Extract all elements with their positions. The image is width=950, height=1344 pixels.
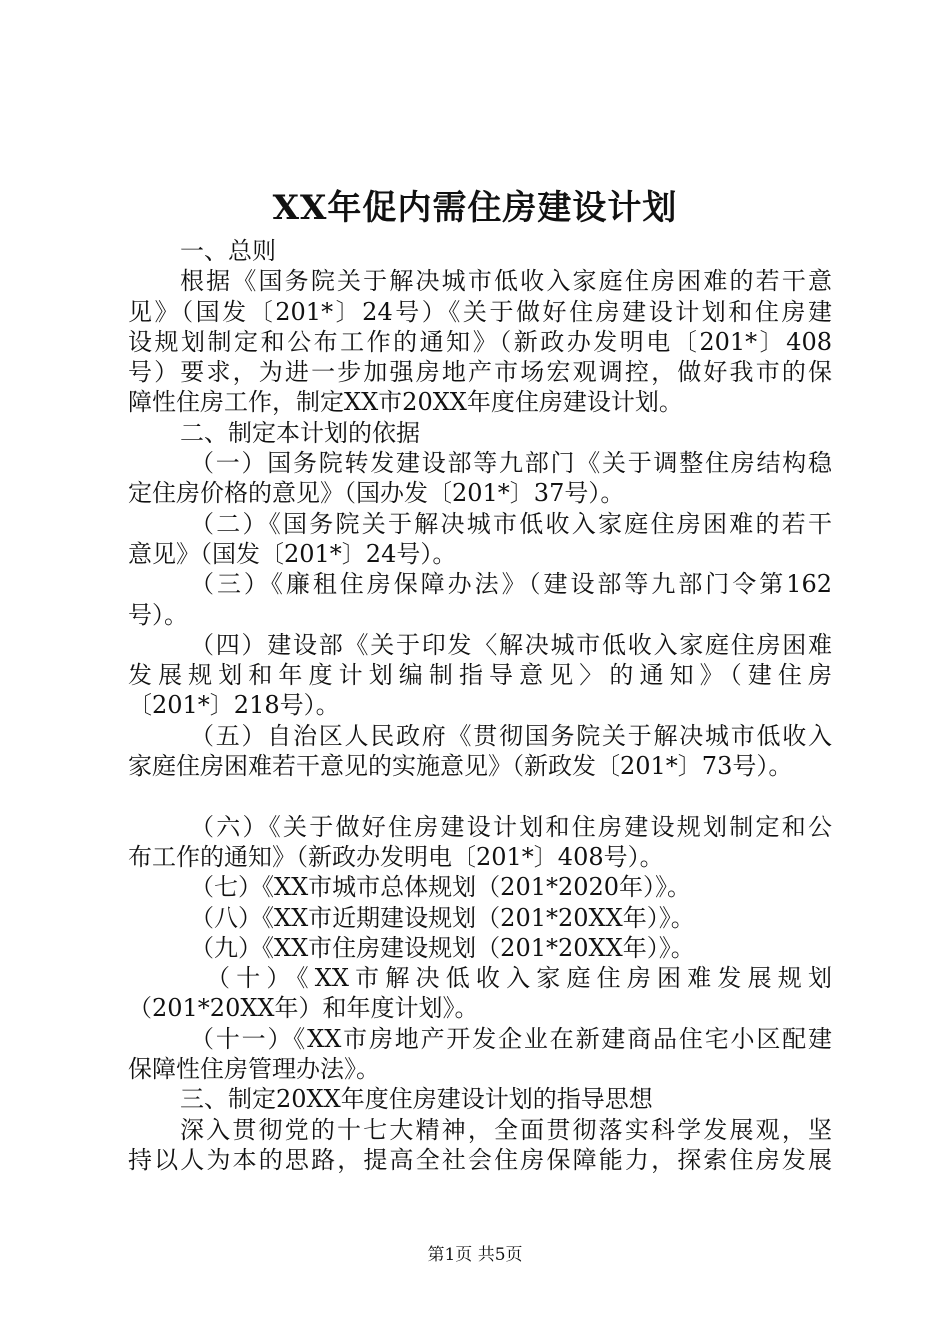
list-item-line: （一）国务院转发建设部等九部门《关于调整住房结构稳 — [190, 449, 832, 478]
list-item-line: 保障性住房管理办法》。 — [128, 1055, 380, 1084]
list-item-line: 意见》（国发〔201*〕24号）。 — [128, 539, 457, 568]
list-item-line: （四）建设部《关于印发〈解决城市低收入家庭住房困难 — [190, 630, 832, 659]
paragraph-line: 见》（国发〔201*〕24号）《关于做好住房建设计划和住房建 — [128, 297, 832, 326]
list-item-line: 布工作的通知》（新政办发明电〔201*〕408号）。 — [128, 842, 664, 871]
list-item-line: 发展规划和年度计划编制指导意见〉的通知》（建住房 — [128, 661, 832, 690]
list-item-line: （三）《廉租住房保障办法》（建设部等九部门令第162 — [190, 570, 832, 599]
page-footer: 第1页 共5页 — [427, 1245, 523, 1265]
blank-line — [128, 781, 832, 811]
list-item-line: 号）。 — [128, 600, 188, 629]
paragraph-line: 号）要求，为进一步加强房地产市场宏观调控，做好我市的保 — [128, 358, 832, 387]
list-item-line: （八）《XX市近期建设规划（201*20XX年）》。 — [190, 903, 695, 932]
list-item-line: （九）《XX市住房建设规划（201*20XX年）》。 — [190, 933, 695, 962]
list-item-line: （六）《关于做好住房建设计划和住房建设规划制定和公 — [190, 812, 832, 841]
list-item-line: （201*20XX年）和年度计划》。 — [128, 994, 479, 1023]
list-item-line: （十一）《XX市房地产开发企业在新建商品住宅小区配建 — [190, 1024, 832, 1053]
paragraph-line: 根据《国务院关于解决城市低收入家庭住房困难的若干意 — [180, 267, 832, 296]
list-item-line: （十）《XX市解决低收入家庭住房困难发展规划 — [206, 964, 832, 993]
document-title: XX年促内需住房建设计划 — [272, 188, 678, 228]
paragraph-line: 深入贯彻党的十七大精神，全面贯彻落实科学发展观，坚 — [180, 1115, 832, 1144]
list-item-line: （二）《国务院关于解决城市低收入家庭住房困难的若干 — [190, 509, 832, 538]
paragraph-line: 障性住房工作，制定XX市20XX年度住房建设计划。 — [128, 388, 683, 417]
list-item-line: 〔201*〕218号）。 — [128, 691, 340, 720]
section-heading: 一、总则 — [180, 237, 276, 265]
section-heading: 二、制定本计划的依据 — [180, 418, 420, 447]
section-heading: 三、制定20XX年度住房建设计划的指导思想 — [180, 1085, 653, 1114]
document-body — [128, 236, 832, 1175]
list-item-line: （七）《XX市城市总体规划（201*2020年）》。 — [190, 873, 692, 902]
list-item-line: 定住房价格的意见》（国办发〔201*〕37号）。 — [128, 479, 625, 508]
list-item-line: （五）自治区人民政府《贯彻国务院关于解决城市低收入 — [190, 721, 832, 750]
paragraph-line: 设规划制定和公布工作的通知》（新政办发明电〔201*〕408 — [128, 327, 832, 356]
paragraph-line: 持以人为本的思路，提高全社会住房保障能力，探索住房发展 — [128, 1145, 832, 1174]
list-item-line: 家庭住房困难若干意见的实施意见》（新政发〔201*〕73号）。 — [128, 752, 793, 781]
